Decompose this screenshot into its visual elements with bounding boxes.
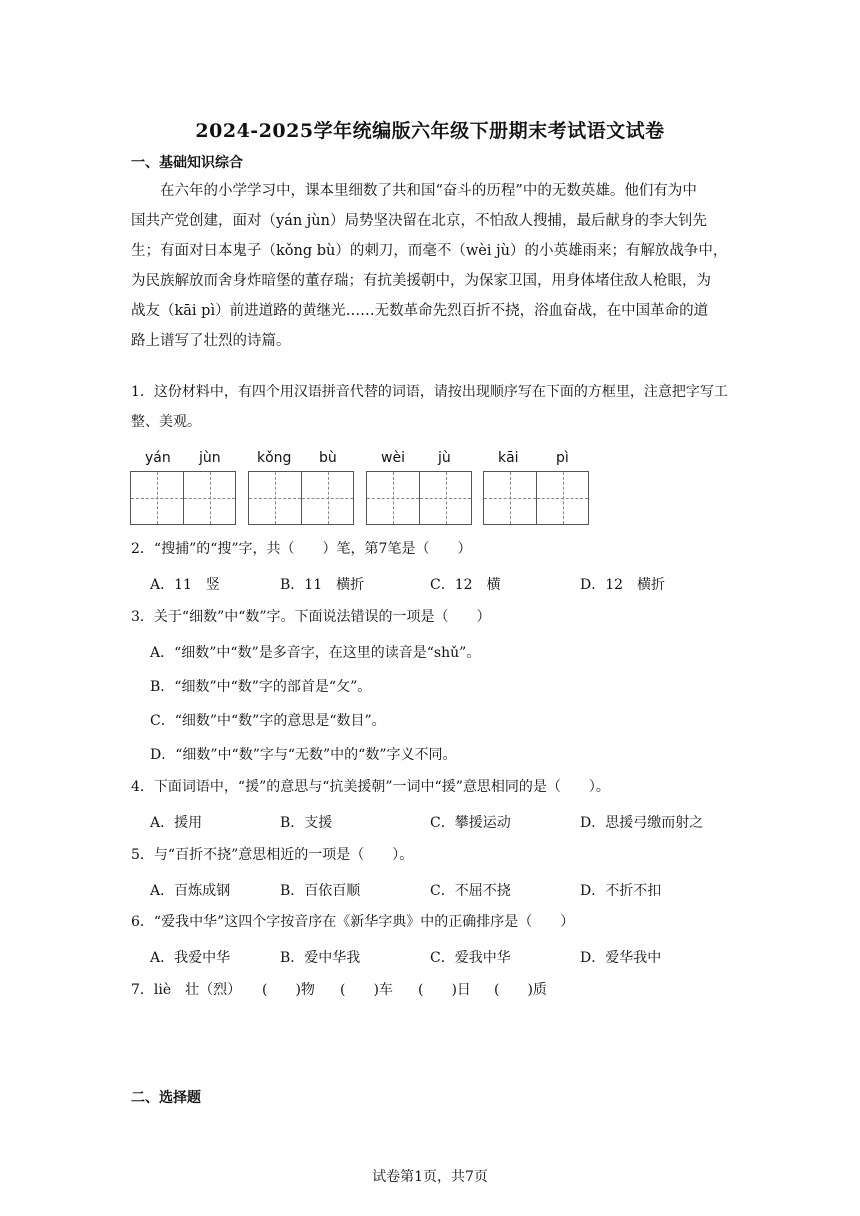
section-heading-choice: 二、选择题 (131, 1090, 201, 1106)
passage-line (131, 176, 731, 206)
page-footer: 试卷第1页，共7页 (372, 1169, 488, 1185)
option-b[interactable]: B．支援 (280, 815, 333, 831)
passage-line-text: 在六年的小学学习中，课本里细数了共和国“奋斗的历程”中的无数英雄。他们有为中 (160, 183, 697, 199)
option-b[interactable]: B．百依百顺 (280, 883, 361, 899)
option-c[interactable]: C．爱我中华 (430, 950, 511, 966)
question-6-options (150, 947, 750, 971)
pinyin-label: jùn (199, 450, 221, 466)
writing-cell[interactable] (536, 472, 588, 524)
option-a[interactable]: A．援用 (150, 815, 203, 831)
option-c[interactable]: C．“细数”中“数”字的意思是“数目”。 (150, 713, 386, 729)
question-7-blank[interactable]: ( )质 (494, 982, 547, 998)
question-5: 5．与“百折不挠”意思相近的一项是（ ）。 (131, 847, 414, 863)
option-a[interactable]: A．“细数”中“数”是多音字，在这里的读音是“shǔ”。 (150, 645, 481, 661)
writing-box-pair (248, 471, 354, 525)
option-c[interactable]: C．攀援运动 (430, 815, 511, 831)
question-2-options (150, 574, 750, 598)
pinyin-row (130, 450, 600, 470)
option-a[interactable]: A．我爱中华 (150, 950, 231, 966)
question-7-blank[interactable]: ( )物 (262, 982, 315, 998)
reading-passage (131, 176, 731, 356)
passage-line: 为民族解放而舍身炸暗堡的董存瑞；有抗美援朝中，为保家卫国，用身体堵住敌人枪眼，为 (131, 273, 711, 289)
writing-cell[interactable] (249, 472, 301, 524)
pinyin-label: yán (145, 450, 171, 466)
writing-box-pair (130, 471, 236, 525)
question-4-options (150, 812, 750, 836)
question-4: 4．下面词语中，“援”的意思与“抗美援朝”一词中“援”意思相同的是（ ）。 (131, 779, 610, 795)
exam-title: 2024-2025学年统编版六年级下册期末考试语文试卷 (195, 120, 665, 142)
question-3: 3．关于“细数”中“数”字。下面说法错误的一项是（ ） (131, 609, 491, 625)
option-c[interactable]: C．不屈不挠 (430, 883, 511, 899)
pinyin-label: pì (556, 450, 569, 466)
passage-line: 战友（kāi pì）前进道路的黄继光……无数革命先烈百折不挠，浴血奋战，在中国革命的道 (131, 303, 709, 319)
question-7-prompt: 7．liè 壮（烈） (131, 982, 242, 998)
option-c[interactable]: C．12 横 (430, 577, 501, 593)
pinyin-label: kǒng (257, 450, 292, 466)
option-d[interactable]: D．思援弓缴而射之 (580, 815, 704, 831)
passage-line: 路上谱写了壮烈的诗篇。 (131, 333, 291, 349)
question-6: 6．“爱我中华”这四个字按音序在《新华字典》中的正确排序是（ ） (131, 914, 575, 930)
question-1: 1．这份材料中，有四个用汉语拼音代替的词语，请按出现顺序写在下面的方框里，注意把字写工整、美观。 (131, 384, 728, 430)
writing-cell[interactable] (484, 472, 536, 524)
option-b[interactable]: B．“细数”中“数”字的部首是“攵”。 (150, 679, 372, 695)
option-a[interactable]: A．11 竖 (150, 577, 220, 593)
option-d[interactable]: D．不折不扣 (580, 883, 662, 899)
question-7-blank[interactable]: ( )日 (418, 982, 471, 998)
pinyin-label: wèi (381, 450, 405, 466)
question-2: 2．“搜捕”的“搜”字，共（ ）笔，第7笔是（ ） (131, 541, 472, 557)
option-d[interactable]: D．爱华我中 (580, 950, 662, 966)
writing-box-pair (483, 471, 589, 525)
pinyin-label: kāi (498, 450, 519, 466)
option-b[interactable]: B．爱中华我 (280, 950, 361, 966)
writing-cell[interactable] (367, 472, 419, 524)
option-d[interactable]: D．“细数”中“数”字与“无数”中的“数”字义不同。 (150, 747, 457, 763)
writing-cell[interactable] (183, 472, 235, 524)
section-heading-basics: 一、基础知识综合 (131, 155, 243, 171)
writing-cell[interactable] (301, 472, 353, 524)
pinyin-label: jù (438, 450, 451, 466)
passage-line: 国共产党创建，面对（yán jùn）局势坚决留在北京，不怕敌人搜捕，最后献身的李大钊先 (131, 213, 707, 229)
question-7-blank[interactable]: ( )车 (340, 982, 393, 998)
option-b[interactable]: B．11 横折 (280, 577, 365, 593)
passage-line: 生；有面对日本鬼子（kǒng bù）的刺刀，而毫不（wèi jù）的小英雄雨来；有解放战争中， (131, 243, 728, 259)
question-5-options (150, 880, 750, 904)
pinyin-label: bù (319, 450, 337, 466)
option-a[interactable]: A．百炼成钢 (150, 883, 231, 899)
writing-box-pair (366, 471, 472, 525)
writing-grid (130, 471, 600, 525)
writing-cell[interactable] (131, 472, 183, 524)
option-d[interactable]: D．12 横折 (580, 577, 666, 593)
writing-cell[interactable] (419, 472, 471, 524)
